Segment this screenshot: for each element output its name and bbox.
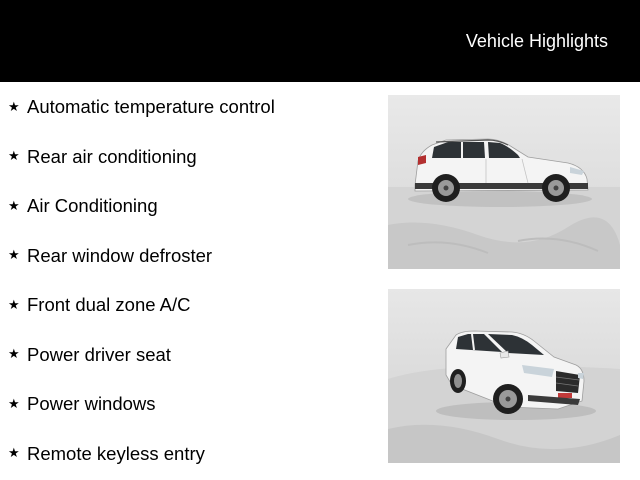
star-icon: ★ xyxy=(8,396,20,412)
page-title: Vehicle Highlights xyxy=(465,31,608,51)
feature-item xyxy=(8,94,275,120)
star-icon: ★ xyxy=(8,99,20,115)
feature-item xyxy=(8,292,191,318)
star-icon: ★ xyxy=(8,297,20,313)
star-icon: ★ xyxy=(8,347,20,362)
vehicle-photo-front xyxy=(388,289,620,463)
feature-label: Power driver seat xyxy=(27,343,171,365)
star-icon: ★ xyxy=(8,446,20,461)
star-icon: ★ xyxy=(8,149,20,164)
feature-label: Remote keyless entry xyxy=(27,442,205,464)
star-icon: ★ xyxy=(8,198,20,214)
star-icon: ★ xyxy=(8,248,20,263)
feature-label: Front dual zone A/C xyxy=(27,294,191,315)
feature-label: Air Conditioning xyxy=(27,195,158,216)
header-bar xyxy=(0,0,640,82)
feature-item xyxy=(8,441,205,467)
feature-item xyxy=(8,144,197,170)
feature-label: Rear window defroster xyxy=(27,244,213,266)
feature-item xyxy=(8,342,171,368)
feature-label: Rear air conditioning xyxy=(27,145,197,167)
vehicle-photo-side xyxy=(388,95,620,269)
feature-label: Automatic temperature control xyxy=(27,96,275,117)
feature-item xyxy=(8,391,156,417)
feature-label: Power windows xyxy=(27,393,156,414)
feature-item xyxy=(8,243,212,269)
feature-item xyxy=(8,193,158,219)
